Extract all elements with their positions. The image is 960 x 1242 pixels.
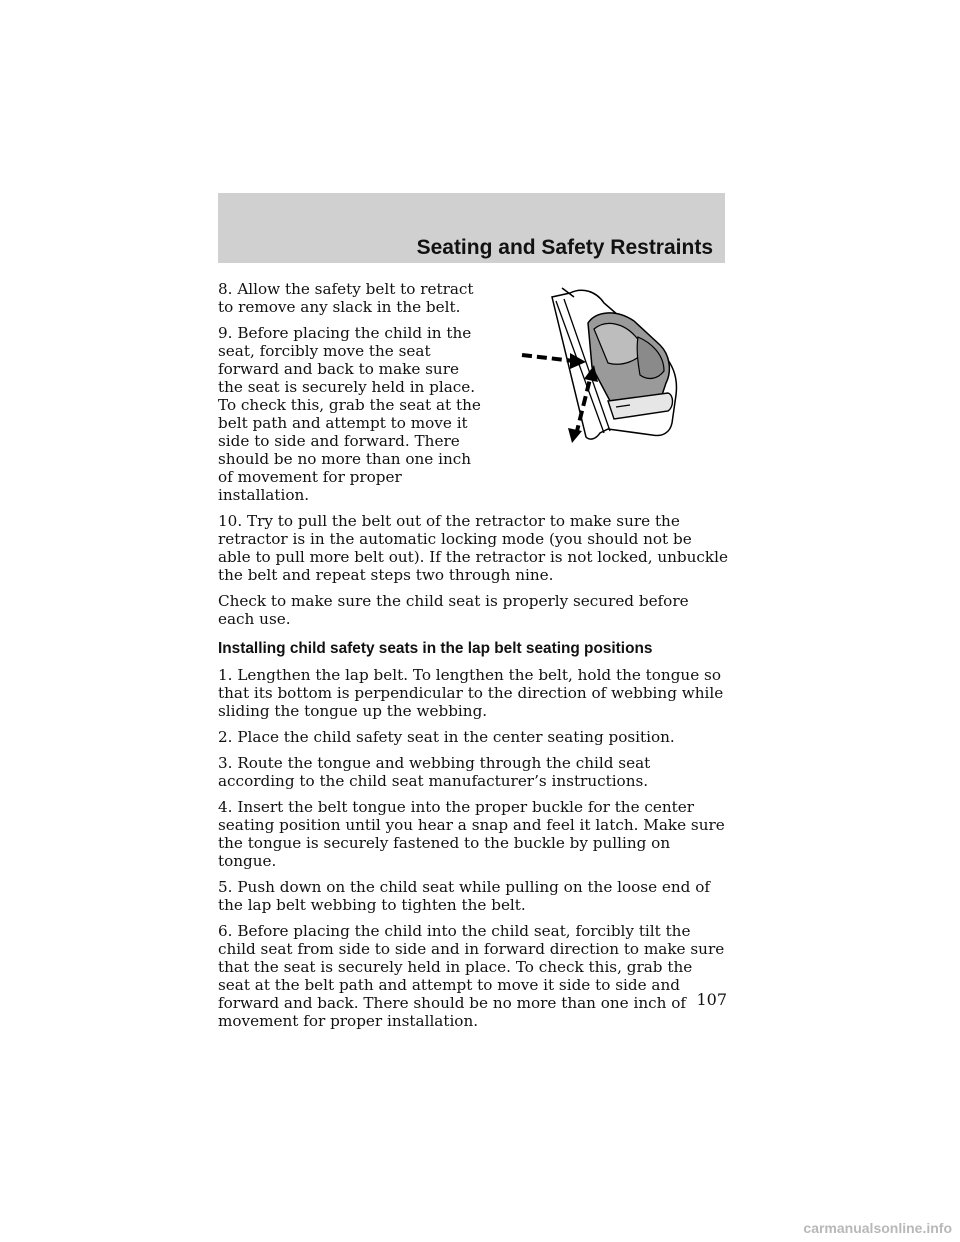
section-title: Seating and Safety Restraints	[416, 236, 713, 259]
step-9: 9. Before placing the child in the seat, forcibly move the seat forward and back to make sure the seat is securely held in place. To check this, grab the seat at the belt path and attempt to move it side to side and forward. There should be no more than one inch of movement for proper installation.	[218, 324, 481, 504]
check-note: Check to make sure the child seat is properly secured before each use.	[218, 592, 689, 628]
section-header-band	[218, 193, 725, 263]
lap-step-5: 5. Push down on the child seat while pulling on the loose end of the lap belt webbing to tighten the belt.	[218, 878, 710, 914]
lap-step-1: 1. Lengthen the lap belt. To lengthen the belt, hold the tongue so that its bottom is perpendicular to the direction of webbing while sliding the tongue up the webbing.	[218, 666, 724, 720]
lap-step-6: 6. Before placing the child into the child seat, forcibly tilt the child seat from side to side and in forward direction to make sure that the seat is securely held in place. To check this, grab the seat at the belt path and attempt to move it side to side and forward and back. There should be no more than one inch of movement for proper installation.	[218, 922, 725, 1030]
lap-step-4: 4. Insert the belt tongue into the proper buckle for the center seating position until you hear a snap and feel it latch. Make sure the tongue is securely fastened to the buckle by pulling on tongue.	[218, 798, 725, 870]
step-8: 8. Allow the safety belt to retract to remove any slack in the belt.	[218, 280, 474, 316]
page-number: 107	[696, 990, 727, 1009]
page-body	[218, 280, 728, 1038]
watermark: carmanualsonline.info	[803, 1220, 952, 1236]
lap-belt-heading: Installing child safety seats in the lap belt seating positions	[218, 640, 653, 657]
lap-step-3: 3. Route the tongue and webbing through the child seat according to the child seat manufacturer’s instructions.	[218, 754, 651, 790]
lap-step-2: 2. Place the child safety seat in the center seating position.	[218, 728, 675, 746]
step-10: 10. Try to pull the belt out of the retractor to make sure the retractor is in the automatic locking mode (you should not be able to pull more belt out). If the retractor is not locked, unbuckle the belt and repeat steps two through nine.	[218, 512, 728, 584]
